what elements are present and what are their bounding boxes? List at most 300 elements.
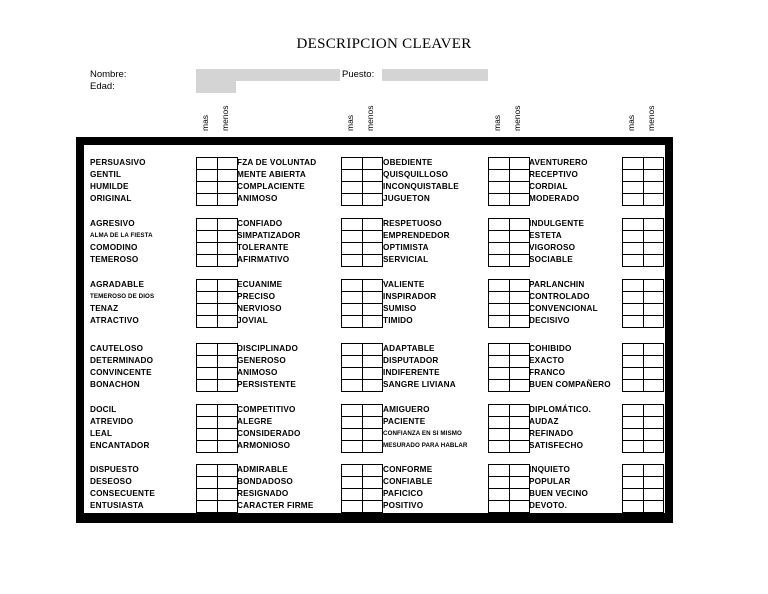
most-checkbox[interactable] [197, 405, 218, 416]
answer-grid [196, 279, 238, 328]
answer-row [489, 489, 529, 501]
least-checkbox[interactable] [218, 417, 238, 428]
least-checkbox[interactable] [218, 255, 238, 267]
least-checkbox[interactable] [644, 356, 664, 367]
word-item: CARACTER FIRME [237, 501, 314, 510]
word-item: PERSUASIVO [90, 158, 146, 167]
word-item: CONTROLADO [529, 292, 590, 301]
answer-row [489, 280, 529, 292]
least-checkbox[interactable] [363, 316, 383, 328]
least-checkbox[interactable] [218, 304, 238, 315]
least-checkbox[interactable] [218, 477, 238, 488]
answer-row [342, 477, 382, 489]
least-checkbox[interactable] [363, 344, 383, 355]
least-checkbox[interactable] [644, 231, 664, 242]
answer-row [489, 477, 529, 489]
most-checkbox[interactable] [623, 231, 644, 242]
most-checkbox[interactable] [489, 243, 510, 254]
most-checkbox[interactable] [623, 280, 644, 291]
least-checkbox[interactable] [644, 194, 664, 206]
most-checkbox[interactable] [342, 356, 363, 367]
least-checkbox[interactable] [218, 465, 238, 476]
word-item: ENCANTADOR [90, 441, 150, 450]
most-checkbox[interactable] [489, 194, 510, 206]
least-checkbox[interactable] [510, 243, 530, 254]
least-checkbox[interactable] [510, 170, 530, 181]
least-checkbox[interactable] [644, 489, 664, 500]
least-checkbox[interactable] [363, 465, 383, 476]
most-checkbox[interactable] [197, 344, 218, 355]
least-checkbox[interactable] [363, 489, 383, 500]
most-checkbox[interactable] [342, 292, 363, 303]
answer-row [197, 429, 237, 441]
most-checkbox[interactable] [489, 368, 510, 379]
most-checkbox[interactable] [342, 429, 363, 440]
least-checkbox[interactable] [363, 170, 383, 181]
most-checkbox[interactable] [623, 182, 644, 193]
least-checkbox[interactable] [510, 380, 530, 392]
most-checkbox[interactable] [623, 405, 644, 416]
least-checkbox[interactable] [510, 255, 530, 267]
word-item: PERSISTENTE [237, 380, 297, 389]
least-checkbox[interactable] [510, 194, 530, 206]
word-item: POSITIVO [383, 501, 424, 510]
word-item: FRANCO [529, 368, 566, 377]
most-checkbox[interactable] [623, 501, 644, 513]
least-checkbox[interactable] [510, 280, 530, 291]
most-checkbox[interactable] [197, 304, 218, 315]
least-checkbox[interactable] [363, 182, 383, 193]
answer-row [623, 243, 663, 255]
word-item: GENEROSO [237, 356, 286, 365]
most-checkbox[interactable] [197, 465, 218, 476]
most-checkbox[interactable] [197, 255, 218, 267]
most-checkbox[interactable] [623, 368, 644, 379]
most-checkbox[interactable] [623, 465, 644, 476]
most-checkbox[interactable] [623, 194, 644, 206]
most-checkbox[interactable] [489, 231, 510, 242]
most-checkbox[interactable] [489, 441, 510, 453]
most-checkbox[interactable] [623, 344, 644, 355]
answer-grid [622, 464, 664, 513]
answer-row [489, 380, 529, 392]
word-item: AFIRMATIVO [237, 255, 290, 264]
menos-header: menos [220, 105, 230, 131]
answer-row [197, 280, 237, 292]
most-checkbox[interactable] [197, 292, 218, 303]
least-checkbox[interactable] [510, 344, 530, 355]
word-item: MESURADO PARA HABLAR [383, 442, 468, 449]
answer-row [623, 417, 663, 429]
most-checkbox[interactable] [197, 368, 218, 379]
answer-row [342, 368, 382, 380]
least-checkbox[interactable] [644, 477, 664, 488]
least-checkbox[interactable] [510, 182, 530, 193]
answer-row [197, 170, 237, 182]
least-checkbox[interactable] [510, 489, 530, 500]
least-checkbox[interactable] [644, 280, 664, 291]
least-checkbox[interactable] [218, 344, 238, 355]
least-checkbox[interactable] [363, 477, 383, 488]
most-checkbox[interactable] [489, 304, 510, 315]
answer-row [623, 501, 663, 513]
word-item: COHIBIDO [529, 344, 572, 353]
least-checkbox[interactable] [510, 316, 530, 328]
most-checkbox[interactable] [489, 356, 510, 367]
most-checkbox[interactable] [489, 417, 510, 428]
word-item: POPULAR [529, 477, 571, 486]
answer-row [623, 356, 663, 368]
most-checkbox[interactable] [197, 316, 218, 328]
most-checkbox[interactable] [489, 316, 510, 328]
least-checkbox[interactable] [644, 441, 664, 453]
least-checkbox[interactable] [363, 158, 383, 169]
least-checkbox[interactable] [218, 405, 238, 416]
word-item: COMPETITIVO [237, 405, 296, 414]
word-item: CONSECUENTE [90, 489, 155, 498]
word-item: BUEN VECINO [529, 489, 589, 498]
most-checkbox[interactable] [489, 219, 510, 230]
most-checkbox[interactable] [489, 429, 510, 440]
answer-row [342, 280, 382, 292]
least-checkbox[interactable] [644, 417, 664, 428]
most-checkbox[interactable] [342, 219, 363, 230]
most-checkbox[interactable] [197, 477, 218, 488]
least-checkbox[interactable] [363, 368, 383, 379]
least-checkbox[interactable] [363, 292, 383, 303]
word-item: AMIGUERO [383, 405, 430, 414]
word-item: COMODINO [90, 243, 138, 252]
most-checkbox[interactable] [623, 477, 644, 488]
least-checkbox[interactable] [218, 316, 238, 328]
least-checkbox[interactable] [363, 194, 383, 206]
word-item: ALMA DE LA FIESTA [90, 232, 153, 239]
word-item: PARLANCHIN [529, 280, 585, 289]
answer-row [623, 304, 663, 316]
least-checkbox[interactable] [218, 194, 238, 206]
least-checkbox[interactable] [644, 170, 664, 181]
most-checkbox[interactable] [197, 441, 218, 453]
answer-row [623, 344, 663, 356]
least-checkbox[interactable] [644, 380, 664, 392]
most-checkbox[interactable] [197, 243, 218, 254]
word-item: BONACHON [90, 380, 140, 389]
least-checkbox[interactable] [644, 219, 664, 230]
answer-row [342, 243, 382, 255]
answer-row [623, 380, 663, 392]
least-checkbox[interactable] [644, 465, 664, 476]
most-checkbox[interactable] [342, 316, 363, 328]
word-item: ATREVIDO [90, 417, 134, 426]
least-checkbox[interactable] [644, 405, 664, 416]
word-item: CONSIDERADO [237, 429, 301, 438]
least-checkbox[interactable] [218, 368, 238, 379]
page-title: DESCRIPCION CLEAVER [296, 36, 472, 52]
least-checkbox[interactable] [363, 417, 383, 428]
most-checkbox[interactable] [489, 280, 510, 291]
least-checkbox[interactable] [363, 380, 383, 392]
word-item: TOLERANTE [237, 243, 289, 252]
word-item: DECISIVO [529, 316, 570, 325]
word-item: COMPLACIENTE [237, 182, 305, 191]
least-checkbox[interactable] [644, 158, 664, 169]
answer-row [623, 170, 663, 182]
least-checkbox[interactable] [363, 304, 383, 315]
menos-header: menos [512, 105, 522, 131]
least-checkbox[interactable] [510, 477, 530, 488]
answer-row [623, 316, 663, 328]
word-item: CONFIABLE [383, 477, 433, 486]
most-checkbox[interactable] [489, 477, 510, 488]
least-checkbox[interactable] [510, 368, 530, 379]
most-checkbox[interactable] [342, 182, 363, 193]
least-checkbox[interactable] [363, 441, 383, 453]
answer-grid [341, 404, 383, 453]
most-checkbox[interactable] [623, 380, 644, 392]
word-item: SERVICIAL [383, 255, 429, 264]
word-item: INDULGENTE [529, 219, 585, 228]
position-label: Puesto: [342, 69, 375, 80]
most-checkbox[interactable] [197, 489, 218, 500]
answer-grid [196, 464, 238, 513]
most-checkbox[interactable] [623, 316, 644, 328]
most-checkbox[interactable] [197, 182, 218, 193]
least-checkbox[interactable] [363, 356, 383, 367]
word-item: SOCIABLE [529, 255, 573, 264]
answer-row [342, 465, 382, 477]
word-item: EMPRENDEDOR [383, 231, 450, 240]
answer-row [197, 405, 237, 417]
most-checkbox[interactable] [342, 255, 363, 267]
word-item: DISPUTADOR [383, 356, 439, 365]
answer-row [489, 316, 529, 328]
most-checkbox[interactable] [623, 304, 644, 315]
most-checkbox[interactable] [197, 429, 218, 440]
answer-row [342, 405, 382, 417]
most-checkbox[interactable] [489, 292, 510, 303]
word-item: ARMONIOSO [237, 441, 291, 450]
least-checkbox[interactable] [644, 182, 664, 193]
most-checkbox[interactable] [342, 170, 363, 181]
most-checkbox[interactable] [623, 158, 644, 169]
least-checkbox[interactable] [218, 356, 238, 367]
word-item: INQUIETO [529, 465, 571, 474]
most-checkbox[interactable] [623, 255, 644, 267]
least-checkbox[interactable] [510, 501, 530, 513]
most-checkbox[interactable] [342, 380, 363, 392]
answer-row [197, 219, 237, 231]
most-checkbox[interactable] [342, 501, 363, 513]
least-checkbox[interactable] [510, 158, 530, 169]
word-item: DISPUESTO [90, 465, 139, 474]
most-checkbox[interactable] [489, 255, 510, 267]
most-checkbox[interactable] [342, 489, 363, 500]
most-checkbox[interactable] [342, 417, 363, 428]
least-checkbox[interactable] [510, 465, 530, 476]
position-field[interactable] [382, 69, 488, 81]
most-checkbox[interactable] [623, 489, 644, 500]
least-checkbox[interactable] [218, 501, 238, 513]
word-item: JUGUETON [383, 194, 430, 203]
word-item: ALEGRE [237, 417, 273, 426]
word-item: CONVENCIONAL [529, 304, 598, 313]
word-item: FZA DE VOLUNTAD [237, 158, 317, 167]
least-checkbox[interactable] [218, 170, 238, 181]
least-checkbox[interactable] [218, 231, 238, 242]
word-item: INDIFERENTE [383, 368, 440, 377]
most-checkbox[interactable] [489, 182, 510, 193]
least-checkbox[interactable] [510, 441, 530, 453]
menos-header: menos [365, 105, 375, 131]
word-item: ESTETA [529, 231, 562, 240]
word-item: INSPIRADOR [383, 292, 437, 301]
most-checkbox[interactable] [342, 304, 363, 315]
least-checkbox[interactable] [363, 243, 383, 254]
most-checkbox[interactable] [489, 465, 510, 476]
most-checkbox[interactable] [197, 170, 218, 181]
least-checkbox[interactable] [510, 231, 530, 242]
most-checkbox[interactable] [342, 194, 363, 206]
least-checkbox[interactable] [218, 182, 238, 193]
most-checkbox[interactable] [342, 405, 363, 416]
least-checkbox[interactable] [644, 243, 664, 254]
most-checkbox[interactable] [489, 405, 510, 416]
answer-row [489, 231, 529, 243]
most-checkbox[interactable] [342, 477, 363, 488]
answer-row [197, 243, 237, 255]
word-item: QUISQUILLOSO [383, 170, 449, 179]
most-checkbox[interactable] [489, 170, 510, 181]
most-checkbox[interactable] [197, 194, 218, 206]
most-checkbox[interactable] [197, 356, 218, 367]
least-checkbox[interactable] [644, 368, 664, 379]
answer-grid [622, 279, 664, 328]
most-checkbox[interactable] [342, 465, 363, 476]
word-item: TEMEROSO DE DIOS [90, 293, 155, 300]
least-checkbox[interactable] [510, 292, 530, 303]
answer-grid [341, 279, 383, 328]
mas-header: mas [492, 114, 502, 131]
most-checkbox[interactable] [342, 280, 363, 291]
answer-grid [488, 343, 530, 392]
most-checkbox[interactable] [623, 219, 644, 230]
most-checkbox[interactable] [623, 356, 644, 367]
least-checkbox[interactable] [644, 316, 664, 328]
least-checkbox[interactable] [363, 219, 383, 230]
most-checkbox[interactable] [197, 219, 218, 230]
most-checkbox[interactable] [197, 280, 218, 291]
word-item: AUDAZ [529, 417, 559, 426]
answer-row [342, 380, 382, 392]
least-checkbox[interactable] [363, 501, 383, 513]
least-checkbox[interactable] [363, 429, 383, 440]
answer-grid [488, 464, 530, 513]
most-checkbox[interactable] [197, 231, 218, 242]
least-checkbox[interactable] [218, 429, 238, 440]
least-checkbox[interactable] [218, 380, 238, 392]
least-checkbox[interactable] [644, 304, 664, 315]
word-item: NERVIOSO [237, 304, 282, 313]
most-checkbox[interactable] [342, 231, 363, 242]
least-checkbox[interactable] [644, 501, 664, 513]
least-checkbox[interactable] [363, 280, 383, 291]
answer-row [197, 158, 237, 170]
most-checkbox[interactable] [489, 158, 510, 169]
least-checkbox[interactable] [644, 429, 664, 440]
menos-header: menos [646, 105, 656, 131]
most-checkbox[interactable] [342, 368, 363, 379]
least-checkbox[interactable] [218, 489, 238, 500]
word-item: OBEDIENTE [383, 158, 433, 167]
answer-grid [488, 157, 530, 206]
name-label: Nombre: [90, 69, 127, 80]
answer-row [197, 316, 237, 328]
least-checkbox[interactable] [218, 158, 238, 169]
least-checkbox[interactable] [218, 243, 238, 254]
most-checkbox[interactable] [623, 243, 644, 254]
least-checkbox[interactable] [510, 429, 530, 440]
least-checkbox[interactable] [510, 304, 530, 315]
answer-row [489, 194, 529, 206]
most-checkbox[interactable] [197, 158, 218, 169]
least-checkbox[interactable] [218, 441, 238, 453]
word-item: ANIMOSO [237, 368, 278, 377]
most-checkbox[interactable] [489, 344, 510, 355]
most-checkbox[interactable] [623, 292, 644, 303]
most-checkbox[interactable] [623, 417, 644, 428]
least-checkbox[interactable] [644, 255, 664, 267]
name-field[interactable] [196, 69, 340, 81]
answer-grid [622, 218, 664, 267]
most-checkbox[interactable] [197, 501, 218, 513]
least-checkbox[interactable] [510, 405, 530, 416]
answer-row [623, 489, 663, 501]
most-checkbox[interactable] [342, 243, 363, 254]
least-checkbox[interactable] [510, 417, 530, 428]
word-item: MENTE ABIERTA [237, 170, 307, 179]
least-checkbox[interactable] [363, 255, 383, 267]
answer-row [489, 465, 529, 477]
least-checkbox[interactable] [218, 280, 238, 291]
least-checkbox[interactable] [644, 292, 664, 303]
most-checkbox[interactable] [342, 158, 363, 169]
answer-grid [488, 404, 530, 453]
word-item: ENTUSIASTA [90, 501, 144, 510]
least-checkbox[interactable] [644, 344, 664, 355]
most-checkbox[interactable] [342, 344, 363, 355]
mas-header: mas [626, 114, 636, 131]
least-checkbox[interactable] [218, 292, 238, 303]
most-checkbox[interactable] [489, 489, 510, 500]
most-checkbox[interactable] [342, 441, 363, 453]
answer-row [623, 292, 663, 304]
most-checkbox[interactable] [623, 441, 644, 453]
most-checkbox[interactable] [623, 170, 644, 181]
most-checkbox[interactable] [623, 429, 644, 440]
word-item: BONDADOSO [237, 477, 293, 486]
least-checkbox[interactable] [510, 219, 530, 230]
most-checkbox[interactable] [197, 380, 218, 392]
most-checkbox[interactable] [197, 417, 218, 428]
least-checkbox[interactable] [363, 405, 383, 416]
age-field[interactable] [196, 81, 236, 93]
answer-grid [196, 343, 238, 392]
answer-row [623, 194, 663, 206]
least-checkbox[interactable] [218, 219, 238, 230]
least-checkbox[interactable] [363, 231, 383, 242]
least-checkbox[interactable] [510, 356, 530, 367]
most-checkbox[interactable] [489, 380, 510, 392]
